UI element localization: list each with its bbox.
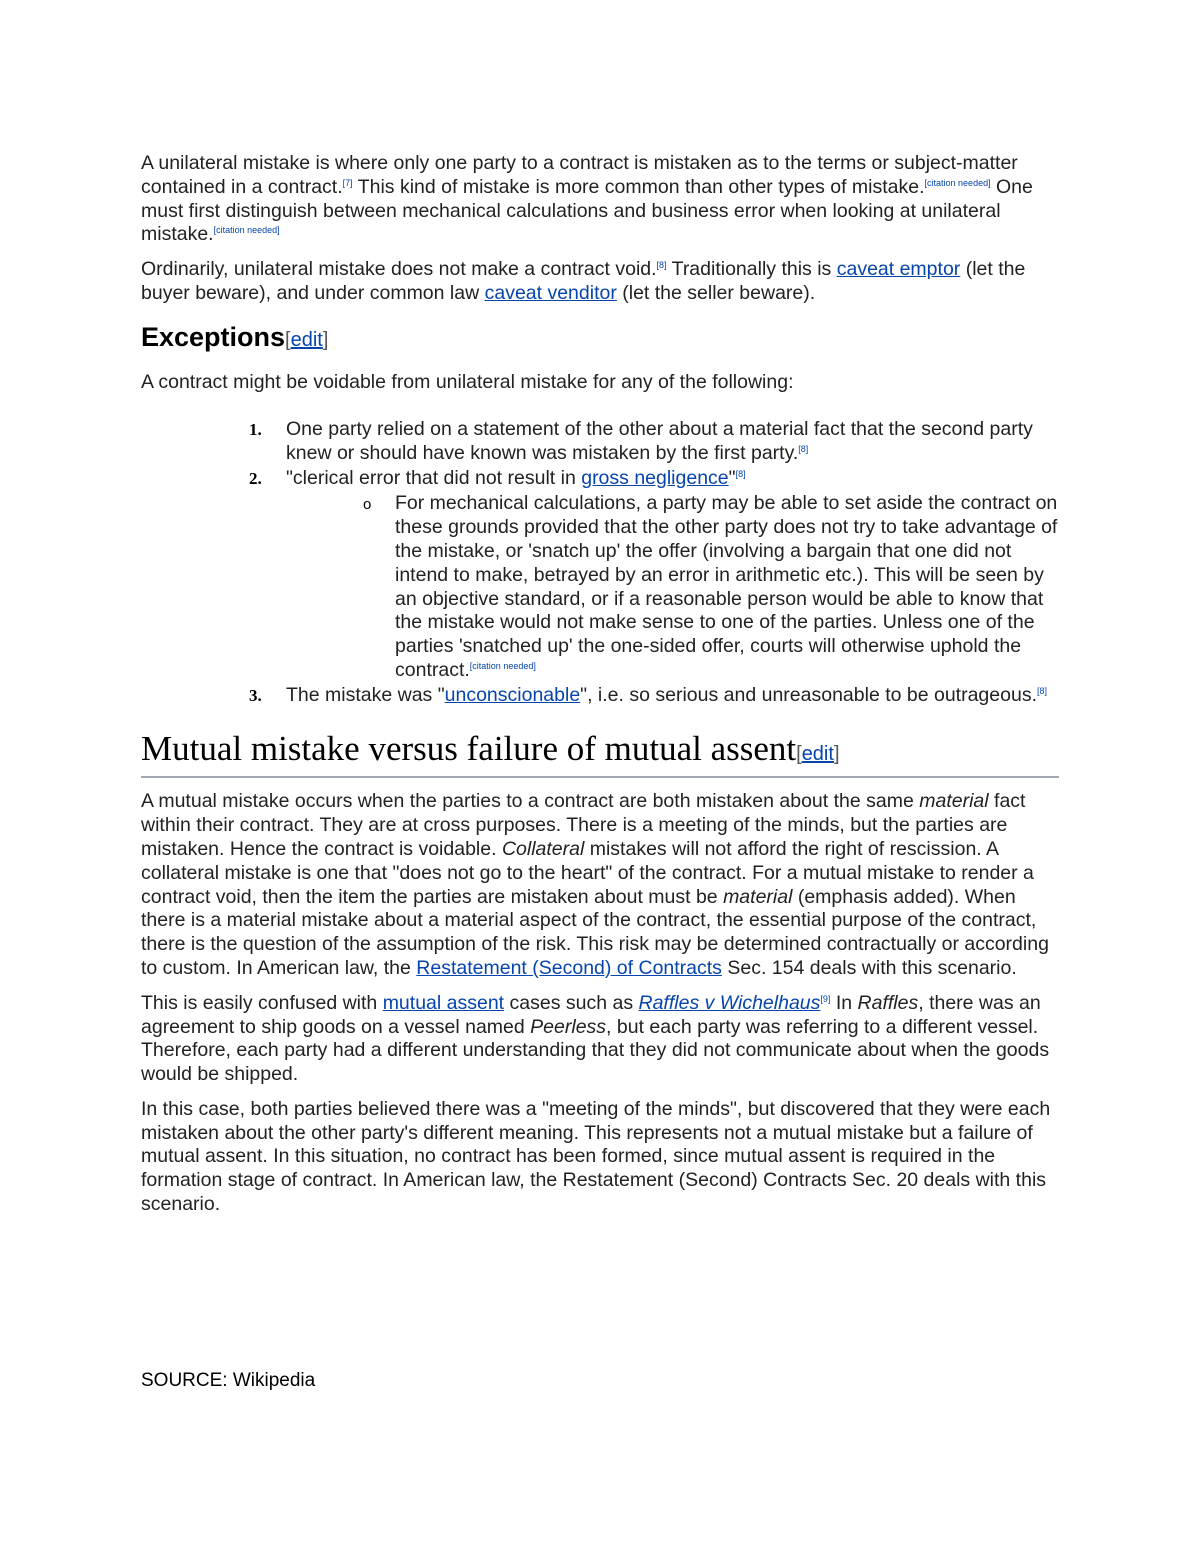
list-number: 3. xyxy=(249,685,262,705)
emphasis: Collateral xyxy=(501,837,585,860)
unconscionable-link[interactable]: unconscionable xyxy=(444,683,581,706)
citation-link[interactable]: [9] xyxy=(820,993,831,1004)
failure-of-assent-paragraph: In this case, both parties believed there was a "meeting of the minds", but discovered that they were each mistaken about the other party's different meaning. This represents not a mutual mistake but a failure of mutual assent. In this situation, no contract has been formed, since mutual assent is required in the formation stage of contract. In American law, the Restatement (Second) Contracts Sec. 20 deals with this scenario. xyxy=(141,1097,1051,1216)
bracket: [ xyxy=(796,743,802,766)
edit-section xyxy=(796,743,839,765)
list-item xyxy=(141,417,1061,466)
list-item xyxy=(141,466,1061,683)
citation-link[interactable]: [8] xyxy=(1036,685,1047,696)
text: The mistake was " xyxy=(286,683,445,706)
source-note: SOURCE: Wikipedia xyxy=(141,1370,316,1391)
heading-text: Exceptions xyxy=(141,321,286,352)
ordinarily-paragraph xyxy=(141,258,1061,306)
emphasis: Raffles xyxy=(857,991,919,1014)
citation-link[interactable]: [8] xyxy=(798,444,809,455)
edit-link[interactable]: edit xyxy=(801,743,834,766)
text: Ordinarily, unilateral mistake does not make a contract void. xyxy=(141,258,657,281)
citation-link[interactable]: [8] xyxy=(735,468,746,479)
article-body xyxy=(141,152,1061,1217)
emphasis: Peerless xyxy=(530,1015,607,1038)
circle-bullet: o xyxy=(363,496,372,514)
text: This is easily confused with xyxy=(141,991,383,1014)
unilateral-intro-paragraph xyxy=(141,152,1061,247)
text: A mutual mistake occurs when the parties to a contract are both mistaken about the same xyxy=(141,790,920,813)
edit-section xyxy=(285,329,328,351)
exceptions-heading xyxy=(141,320,1061,357)
mutual-mistake-paragraph xyxy=(141,790,1061,980)
sub-list-item xyxy=(286,492,1061,682)
citation-needed-link[interactable]: [citation needed] xyxy=(213,225,280,236)
raffles-paragraph xyxy=(141,992,1061,1087)
exceptions-list xyxy=(141,417,1061,708)
emphasis: material xyxy=(723,885,793,908)
bracket: [ xyxy=(285,328,291,351)
exceptions-lead: A contract might be voidable from unilateral mistake for any of the following: xyxy=(141,370,794,393)
text: , but each party was referring to a different vessel. Therefore, each party had a different understanding that they did not communicate about when the goods would be shipped. xyxy=(141,1015,1050,1086)
caveat-venditor-link[interactable]: caveat venditor xyxy=(484,281,617,304)
text: (let the seller beware). xyxy=(616,281,816,304)
text: , there was an agreement to ship goods on a vessel named xyxy=(141,991,1041,1038)
bracket: ] xyxy=(322,328,329,351)
mutual-mistake-heading xyxy=(141,727,1059,778)
text: For mechanical calculations, a party may be able to set aside the contract on these grounds provided that the other party does not try to take advantage of the mistake, or 'snatch up' the offer (involving a bargain that one did not intend to make, betrayed by an error in arithmetic etc.). This will be seen by an objective standard, or if a reasonable person would be able to know that the mistake would not make sense to one of the parties. Unless one of the parties 'snatched up' the one-sided offer, courts will otherwise uphold the contract. xyxy=(395,492,1058,681)
text: Traditionally this is xyxy=(666,258,837,281)
restatement-link[interactable]: Restatement (Second) of Contracts xyxy=(416,956,722,979)
list-number: 2. xyxy=(249,468,262,488)
sub-list xyxy=(286,492,1061,682)
gross-negligence-link[interactable]: gross negligence xyxy=(581,466,729,489)
citation-needed-link[interactable]: [citation needed] xyxy=(469,660,536,671)
citation-needed-link[interactable]: [citation needed] xyxy=(924,177,991,188)
bracket: ] xyxy=(833,743,840,766)
list-number: 1. xyxy=(249,419,262,439)
emphasis: material xyxy=(919,790,989,813)
list-item xyxy=(141,683,1061,708)
edit-link[interactable]: edit xyxy=(290,328,323,351)
text: mistakes will not afford the right of rescission. A collateral mistake is one that "does not go to the heart" of the contract. For a mutual mistake to render a contract void, then the item the parties are mistaken about must be xyxy=(141,837,1034,908)
text: fact within their contract. They are at cross purposes. There is a meeting of the minds, but the parties are mistaken. Hence the contract is voidable. xyxy=(141,790,1026,860)
text: (emphasis added). When there is a material mistake about a material aspect of the contract, the essential purpose of the contract, there is the question of the assumption of the risk. This risk may be determined contractually or according to custom. In American law, the xyxy=(141,885,1049,979)
text: One must first distinguish between mechanical calculations and business error when looking at unilateral mistake. xyxy=(141,175,1033,246)
text: This kind of mistake is more common than other types of mistake. xyxy=(352,175,925,198)
caveat-emptor-link[interactable]: caveat emptor xyxy=(836,258,961,281)
text: " xyxy=(728,466,736,489)
text: "clerical error that did not result in xyxy=(286,466,582,489)
raffles-v-wichelhaus-link[interactable]: Raffles v Wichelhaus xyxy=(638,991,821,1014)
text: ", i.e. so serious and unreasonable to be outrageous. xyxy=(580,683,1037,706)
text: In xyxy=(830,991,858,1014)
citation-link[interactable]: [8] xyxy=(656,260,667,271)
mutual-assent-link[interactable]: mutual assent xyxy=(382,991,505,1014)
text: A unilateral mistake is where only one party to a contract is mistaken as to the terms or subject-matter contained in a contract. xyxy=(141,152,1018,198)
text: cases such as xyxy=(504,991,639,1014)
text: One party relied on a statement of the other about a material fact that the second party knew or should have known was mistaken by the first party. xyxy=(286,417,1033,465)
heading-text: Mutual mistake versus failure of mutual assent xyxy=(141,729,797,769)
citation-link[interactable]: [7] xyxy=(342,177,353,188)
text: (let the buyer beware), and under common law xyxy=(141,258,1026,304)
text: Sec. 154 deals with this scenario. xyxy=(721,956,1017,979)
